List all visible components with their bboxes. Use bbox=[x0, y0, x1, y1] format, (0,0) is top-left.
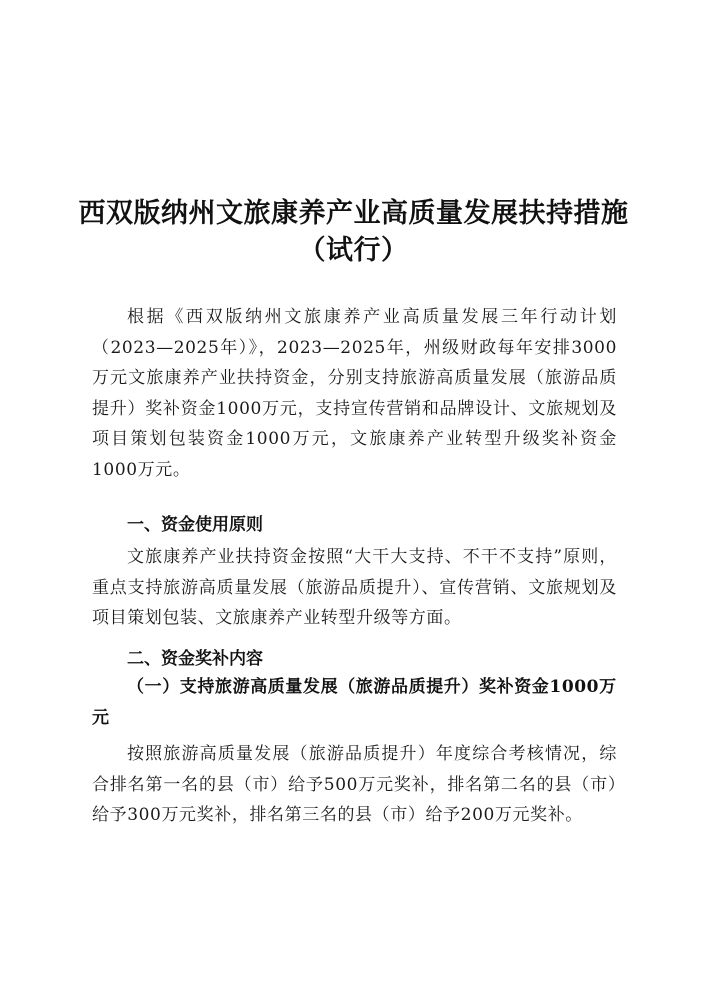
section-heading-content: 二、资金奖补内容 bbox=[127, 649, 263, 669]
tourism-paragraph: 按照旅游高质量发展（旅游品质提升）年度综合考核情况，综合排名第一名的县（市）给予500万元奖补，排名第二名的县（市）给予300万元奖补，排名第三名的县（市）给予200万元奖补。 bbox=[92, 744, 617, 826]
document-title: 西双版纳州文旅康养产业高质量发展扶持措施 bbox=[78, 198, 629, 229]
principles-paragraph: 文旅康养产业扶持资金按照“大干大支持、不干不支持”原则，重点支持旅游高质量发展（旅游品质提升）、宣传营销、文旅规划及项目策划包装、文旅康养产业转型升级等方面。 bbox=[92, 547, 617, 629]
section-heading-principles: 一、资金使用原则 bbox=[127, 515, 263, 535]
subsection-heading-tourism: （一）支持旅游高质量发展（旅游品质提升）奖补资金1000万元 bbox=[92, 677, 617, 728]
intro-paragraph: 根据《西双版纳州文旅康养产业高质量发展三年行动计划（2023—2025年）》，2023—2025年，州级财政每年安排3000万元文旅康养产业扶持资金，分别支持旅游高质量发展（旅游品质提升）奖补资金1000万元，支持宣传营销和品牌设计、文旅规划及项目策划包装资金1000万元，文旅康养产业转型升级奖补资金1000万元。 bbox=[92, 307, 617, 480]
document-title-suffix: （试行） bbox=[298, 235, 409, 266]
